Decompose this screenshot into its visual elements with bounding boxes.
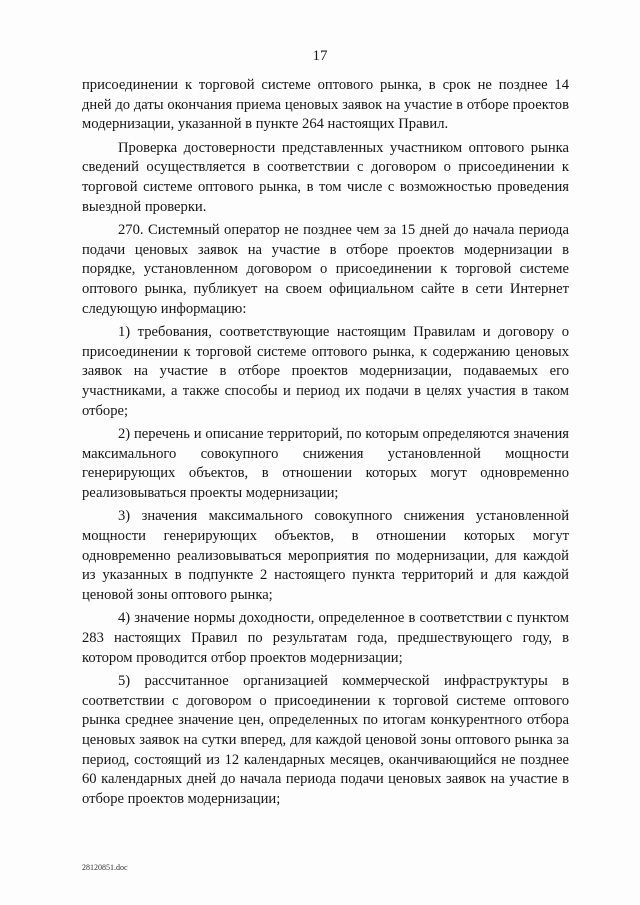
paragraph-subitem-4: 4) значение нормы доходности, определенное в соответствии с пунктом 283 настоящих Правил по результатам года, предшествующего году, в котором проводится отбор проектов модернизации; <box>82 610 569 666</box>
paragraph-verification: Проверка достоверности представленных участником оптового рынка сведений осуществляется в соответствии с договором о присоединении к торговой системе оптового рынка, в том числе с возможностью проведения выездной проверки. <box>82 139 569 215</box>
paragraph-subitem-3: 3) значения максимального совокупного снижения установленной мощности генерирующих объектов, в отношении которых могут одновременно реализовываться мероприятия по модернизации, для каждой из указанных в подпункте 2 настоящего пункта территорий и для каждой ценовой зоны оптового рынка; <box>82 508 569 603</box>
paragraph-subitem-1: 1) требования, соответствующие настоящим Правилам и договору о присоединении к торговой системе оптового рынка, к содержанию ценовых заявок на участие в отборе проектов модернизации, подаваемых его участниками, а также способы и период их подачи в целях участия в таком отборе; <box>82 324 569 419</box>
paragraph-continuation: присоединении к торговой системе оптового рынка, в срок не позднее 14 дней до даты окончания приема ценовых заявок на участие в отборе проектов модернизации, указанной в пункте 264 настоящих Правил. <box>82 77 569 133</box>
paragraph-subitem-5: 5) рассчитанное организацией коммерческой инфраструктуры в соответствии с договором о присоединении к торговой системе оптового рынка среднее значение цен, определенных по итогам конкурентного отбора ценовых заявок на сутки вперед, для каждой ценовой зоны оптового рынка за период, состоящий из 12 календарных месяцев, оканчивающийся не позднее 60 календарных дней до начала периода подачи ценовых заявок на участие в отборе проектов модернизации; <box>82 673 569 807</box>
paragraph-subitem-2: 2) перечень и описание территорий, по которым определяются значения максимального совокупного снижения установленной мощности генерирующих объектов, в отношении которых могут одновременно реализовываться проекты модернизации; <box>82 426 569 501</box>
paragraph-item-270: 270. Системный оператор не позднее чем за 15 дней до начала периода подачи ценовых заявок на участие в отборе проектов модернизации в порядке, установленном договором о присоединении к торговой системе оптового рынка, публикует на своем официальном сайте в сети Интернет следующую информацию: <box>82 222 569 317</box>
page-number: 17 <box>312 48 328 64</box>
footer-filename: 28120851.doc <box>82 863 128 872</box>
document-body <box>82 76 569 813</box>
